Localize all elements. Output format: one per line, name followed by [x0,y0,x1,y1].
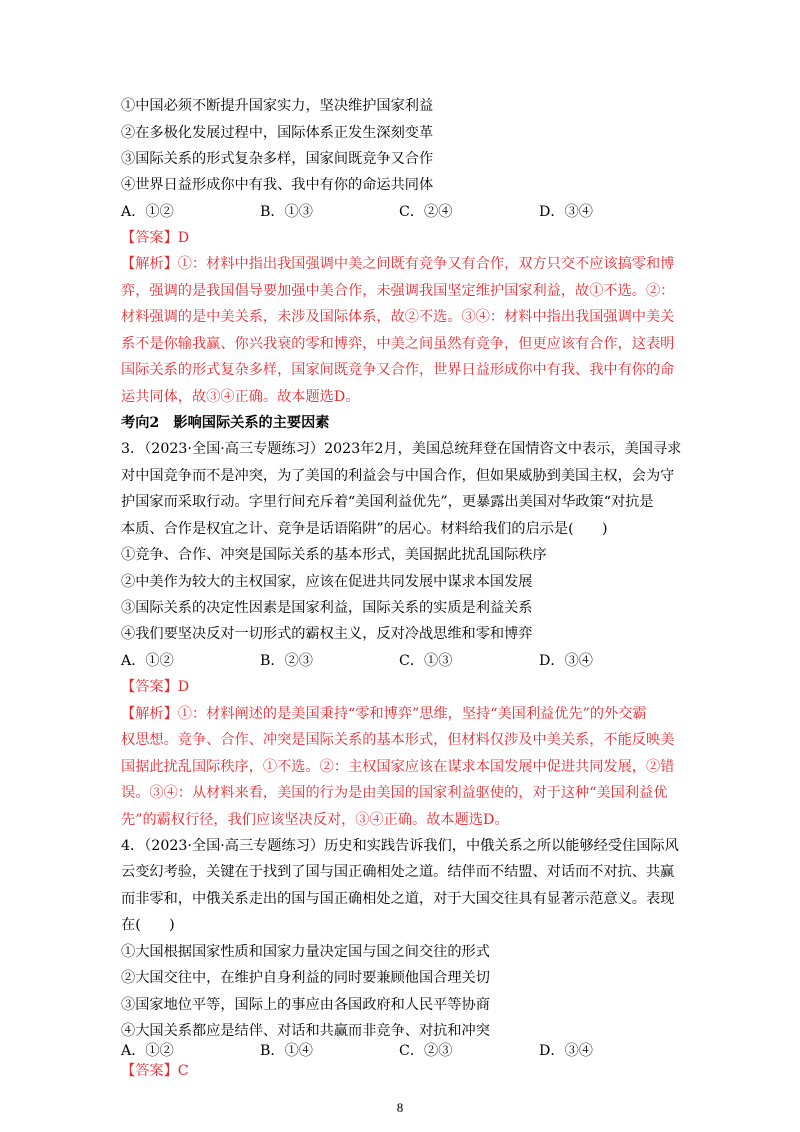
q4-statement-4: ④大国关系都应是结伴、对话和共赢而非竞争、对抗和冲突 [121,1023,490,1039]
q3-analysis-line-2: 权思想。竞争、合作、冲突是国际关系的基本形式，但材料仅涉及中美关系，不能反映美 [121,732,675,748]
q3-option-d: D．③④ [539,653,593,669]
q4-option-a: A．①② [121,1043,174,1059]
q3-option-b: B．②③ [260,653,313,669]
q2-option-d: D．③④ [539,204,593,220]
q3-analysis-line-4: 误。③④：从材料来看，美国的行为是由美国的国家利益驱使的，对于这种“美国利益优 [121,785,668,801]
q2-option-b: B．①③ [260,204,313,220]
section-heading: 考向2 影响国际关系的主要因素 [121,415,330,431]
q4-option-b: B．①④ [260,1043,313,1059]
q2-option-a: A．①② [121,204,174,220]
q3-option-a: A．①② [121,653,174,669]
q2-analysis-line-2: 弈，强调的是我国倡导要加强中美合作，未强调我国坚定维护国家利益，故①不选。②： [121,283,675,299]
q4-statement-1: ①大国根据国家性质和国家力量决定国与国之间交往的形式 [121,944,490,960]
q3-stem-line-3: 护国家而采取行动。字里行间充斥着“美国利益优先”，更暴露出美国对华政策“对抗是 [121,494,654,510]
q3-stem-line-2: 对中国竞争而不是冲突，为了美国的利益会与中国合作，但如果威胁到美国主权，会为守 [121,468,675,484]
q2-analysis-line-1: 【解析】①：材料中指出我国强调中美之间既有竞争又有合作，双方只交不应该搞零和博 [121,256,675,272]
q2-statement-3: ③国际关系的形式复杂多样，国家间既竞争又合作 [121,151,434,167]
q3-statement-3: ③国际关系的决定性因素是国家利益，国际关系的实质是利益关系 [121,600,533,616]
q3-statement-2: ②中美作为较大的主权国家，应该在促进共同发展中谋求本国发展 [121,574,533,590]
q2-option-c: C．②④ [399,204,453,220]
q3-stem-line-4: 本质、合作是权宜之计、竞争是话语陷阱”的居心。材料给我们的启示是( ) [121,521,608,537]
q2-statement-2: ②在多极化发展过程中，国际体系正发生深刻变革 [121,125,434,141]
q3-analysis-line-1: 【解析】①：材料阐述的是美国秉持“零和博弈”思维，坚持“美国利益优先”的外交霸 [121,706,647,722]
q4-stem-line-2: 云变幻考验，关键在于找到了国与国正确相处之道。结伴而不结盟、对话而不对抗、共赢 [121,864,675,880]
q4-statement-2: ②大国交往中，在维护自身利益的同时要兼顾他国合理关切 [121,970,490,986]
q4-stem-line-3: 而非零和，中俄关系走出的国与国正确相处之道，对于大国交往具有显著示范意义。表现 [121,891,675,907]
q2-analysis-line-6: 运共同体，故③④正确。故本题选D。 [121,389,360,405]
q4-stem-line-4: 在( ) [121,917,175,933]
q2-statement-4: ④世界日益形成你中有我、我中有你的命运共同体 [121,177,434,193]
q3-option-c: C．①③ [399,653,453,669]
q4-statement-3: ③国家地位平等，国际上的事应由各国政府和人民平等协商 [121,997,490,1013]
q2-statement-1: ①中国必须不断提升国家实力，坚决维护国家利益 [121,98,434,114]
q2-analysis-line-3: 材料强调的是中美关系，未涉及国际体系，故②不选。③④：材料中指出我国强调中美关 [121,309,675,325]
q2-analysis-line-4: 系不是你输我赢、你兴我衰的零和博弈，中美之间虽然有竞争，但更应该有合作，这表明 [121,336,675,352]
q3-stem-line-1: 3．（2023·全国·高三专题练习）2023年2月，美国总统拜登在国情咨文中表示，美国寻求 [121,441,682,457]
q4-stem-line-1: 4．（2023·全国·高三专题练习）历史和实践告诉我们，中俄关系之所以能够经受住国际风 [121,838,679,854]
q3-answer: 【答案】D [121,679,190,695]
q4-option-d: D．③④ [539,1043,593,1059]
q3-analysis-line-3: 国据此扰乱国际秩序，①不选。②：主权国家应该在谋求本国发展中促进共同发展，②错 [121,759,675,775]
q3-statement-1: ①竞争、合作、冲突是国际关系的基本形式，美国据此扰乱国际秩序 [121,547,547,563]
q3-statement-4: ④我们要坚决反对一切形式的霸权主义，反对冷战思维和零和博弈 [121,626,533,642]
q3-analysis-line-5: 先”的霸权行径，我们应该坚决反对，③④正确。故本题选D。 [121,812,509,828]
q2-answer: 【答案】D [121,230,190,246]
q4-answer: 【答案】C [121,1063,189,1079]
q2-analysis-line-5: 国际关系的形式复杂多样，国家间既竞争又合作，世界日益形成你中有我、我中有你的命 [121,362,675,378]
page-number: 8 [396,1100,404,1115]
q4-option-c: C．②③ [399,1043,453,1059]
